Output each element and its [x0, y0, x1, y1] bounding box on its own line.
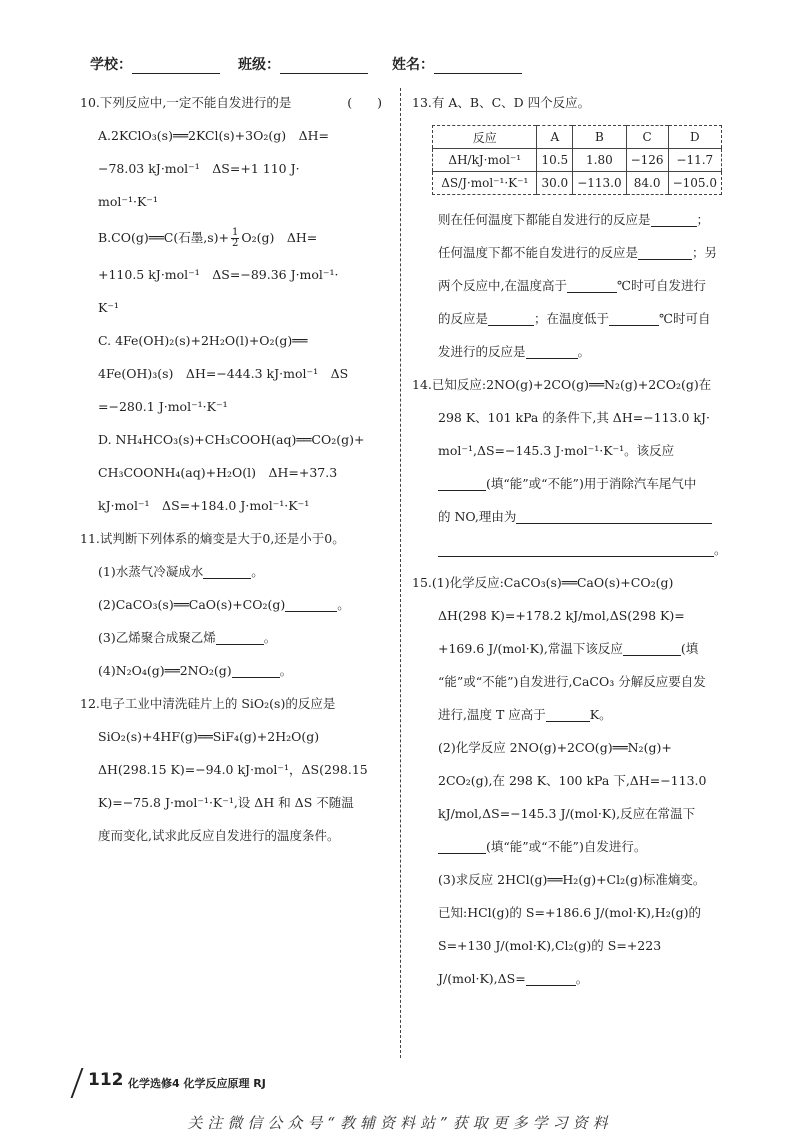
q14-line: (填“能”或“不能”)用于消除汽车尾气中 — [412, 467, 722, 500]
q15-line: 已知:HCl(g)的 S=+186.6 J/(mol·K),H₂(g)的 — [438, 905, 701, 920]
answer-blank[interactable] — [488, 311, 534, 326]
name-label: 姓名： — [392, 57, 434, 73]
q14-line: 298 K、101 kPa 的条件下,其 ΔH=−113.0 kJ· — [438, 410, 710, 425]
answer-blank[interactable] — [285, 597, 337, 612]
q10-answer-paren: ( ) — [347, 95, 382, 110]
q12-line: K)=−75.8 J·mol⁻¹·K⁻¹,设 ΔH 和 ΔS 不随温 — [98, 795, 354, 810]
question-15 — [412, 566, 722, 995]
school-field — [90, 54, 220, 74]
q13-line: 的反应是 ；在温度低于 ℃时可自 — [438, 311, 711, 326]
q15-line: “能”或“不能”)自发进行,CaCO₃ 分解反应要自发 — [438, 674, 706, 689]
q12-line: 度而变化,试求此反应自发进行的温度条件。 — [98, 828, 340, 843]
q15-line: +169.6 J/(mol·K),常温下该反应 (填 — [438, 641, 699, 656]
q10-option-c: C. 4Fe(OH)₂(s)+2H₂O(l)+O₂(g)══ — [98, 333, 308, 348]
table-cell: ΔH/kJ·mol⁻¹ — [433, 149, 537, 172]
fraction: $\frac{1}{2}$ — [231, 227, 239, 249]
answer-blank[interactable] — [638, 245, 692, 260]
table-header-cell: C — [626, 126, 668, 149]
column-divider — [400, 88, 401, 1058]
q14-line: 。 — [412, 533, 722, 566]
class-label: 班级： — [238, 57, 280, 73]
table-cell: −113.0 — [573, 172, 626, 195]
q11-title: 11.试判断下列体系的熵变是大于0,还是小于0。 — [80, 531, 345, 546]
q15-line: 2CO₂(g),在 298 K、100 kPa 下,ΔH=−113.0 — [438, 773, 707, 788]
answer-blank[interactable] — [623, 641, 681, 656]
class-blank — [280, 59, 368, 74]
q11-item: (1)水蒸气冷凝成水 。 — [98, 564, 264, 579]
answer-blank[interactable] — [546, 707, 590, 722]
table-cell: −126 — [626, 149, 668, 172]
answer-blank[interactable] — [609, 311, 659, 326]
q10-option-b: B.CO(g)══C(石墨,s)+ $\frac{1}{2}$ O₂(g) ΔH= — [98, 227, 318, 249]
table-cell: 1.80 — [573, 149, 626, 172]
q15-line: S=+130 J/(mol·K),Cl₂(g)的 S=+223 — [438, 938, 662, 953]
answer-blank[interactable] — [567, 278, 617, 293]
q12-line: ΔH(298.15 K)=−94.0 kJ·mol⁻¹，ΔS(298.15 — [98, 762, 368, 777]
table-row — [433, 149, 722, 172]
q10-option-d-cont: CH₃COONH₄(aq)+H₂O(l) ΔH=+37.3 — [98, 465, 338, 480]
right-column — [412, 86, 727, 995]
table-cell: 10.5 — [537, 149, 573, 172]
question-12 — [80, 687, 388, 852]
q14-line: 的 NO,理由为 — [412, 500, 722, 533]
q15-line: J/(mol·K),ΔS= 。 — [438, 971, 589, 986]
answer-blank[interactable] — [438, 839, 486, 854]
q12-line: SiO₂(s)+4HF(g)══SiF₄(g)+2H₂O(g) — [98, 729, 320, 744]
q13-line: 则在任何温度下都能自发进行的反应是 ； — [438, 212, 710, 227]
q10-option-b-cont: K⁻¹ — [98, 300, 119, 315]
q15-line: (2)化学反应 2NO(g)+2CO(g)══N₂(g)+ — [438, 740, 672, 755]
answer-blank[interactable] — [438, 542, 714, 557]
table-header-cell: D — [668, 126, 721, 149]
table-cell: 30.0 — [537, 172, 573, 195]
q12-line: 12.电子工业中清洗硅片上的 SiO₂(s)的反应是 — [80, 696, 336, 711]
left-column — [80, 86, 388, 852]
table-header-row — [433, 126, 722, 149]
table-header-cell: 反应 — [433, 126, 537, 149]
q10-option-d-cont: kJ·mol⁻¹ ΔS=+184.0 J·mol⁻¹·K⁻¹ — [98, 498, 310, 513]
answer-blank[interactable] — [526, 971, 576, 986]
q15-line: 进行,温度 T 应高于 K。 — [438, 707, 612, 722]
answer-blank[interactable] — [651, 212, 697, 227]
question-10 — [80, 86, 388, 522]
answer-blank[interactable] — [203, 564, 251, 579]
table-row — [433, 172, 722, 195]
q14-line: 14.已知反应:2NO(g)+2CO(g)══N₂(g)+2CO₂(g)在 — [412, 377, 712, 392]
table-cell: −105.0 — [668, 172, 721, 195]
question-13 — [412, 86, 722, 368]
table-cell: ΔS/J·mol⁻¹·K⁻¹ — [433, 172, 537, 195]
q11-item: (4)N₂O₄(g)══2NO₂(g) 。 — [98, 663, 293, 678]
q10-option-c-cont: 4Fe(OH)₃(s) ΔH=−444.3 kJ·mol⁻¹ ΔS — [98, 366, 349, 381]
answer-blank[interactable] — [526, 344, 578, 359]
question-11 — [80, 522, 388, 687]
q10-option-a: A.2KClO₃(s)══2KCl(s)+3O₂(g) ΔH= — [98, 128, 330, 143]
q15-line: (填“能”或“不能”)自发进行。 — [412, 830, 722, 863]
footer-slash — [71, 1068, 84, 1098]
q10-option-d: D. NH₄HCO₃(s)+CH₃COOH(aq)══CO₂(g)+ — [98, 432, 365, 447]
q10-option-b-cont: +110.5 kJ·mol⁻¹ ΔS=−89.36 J·mol⁻¹· — [98, 267, 339, 282]
book-title: 化学选修4 化学反应原理 RJ — [128, 1077, 266, 1090]
q13-line: 发进行的反应是 。 — [438, 344, 591, 359]
q13-data-table — [432, 125, 722, 195]
table-header-cell: B — [573, 126, 626, 149]
name-blank — [434, 59, 522, 74]
class-field — [238, 54, 368, 74]
table-cell: 84.0 — [626, 172, 668, 195]
q10-title: 10.下列反应中,一定不能自发进行的是 ( ) — [80, 86, 388, 119]
q10-option-c-cont: =−280.1 J·mol⁻¹·K⁻¹ — [98, 399, 228, 414]
q11-item: (2)CaCO₃(s)══CaO(s)+CO₂(g) 。 — [98, 597, 350, 612]
q13-title: 13.有 A、B、C、D 四个反应。 — [412, 95, 591, 110]
promo-note: 关注微信公众号“教辅资料站”获取更多学习资料 — [187, 1114, 613, 1132]
q13-line: 任何温度下都不能自发进行的反应是 ；另 — [438, 245, 718, 260]
answer-blank[interactable] — [516, 509, 712, 524]
q11-item: (3)乙烯聚合成聚乙烯 。 — [98, 630, 277, 645]
name-field — [392, 54, 522, 74]
q10-option-a-cont: mol⁻¹·K⁻¹ — [98, 194, 158, 209]
page-number: 112 — [88, 1070, 124, 1090]
table-header-cell: A — [537, 126, 573, 149]
q15-line: ΔH(298 K)=+178.2 kJ/mol,ΔS(298 K)= — [438, 608, 685, 623]
q15-line: kJ/mol,ΔS=−145.3 J/(mol·K),反应在常温下 — [438, 806, 696, 821]
question-14 — [412, 368, 727, 566]
answer-blank[interactable] — [232, 663, 280, 678]
school-label: 学校： — [90, 57, 132, 73]
q13-line: 两个反应中,在温度高于 ℃时可自发进行 — [438, 278, 706, 293]
q14-line: mol⁻¹,ΔS=−145.3 J·mol⁻¹·K⁻¹。该反应 — [438, 443, 675, 458]
q15-line: 15.(1)化学反应:CaCO₃(s)══CaO(s)+CO₂(g) — [412, 575, 674, 590]
table-cell: −11.7 — [668, 149, 721, 172]
answer-blank[interactable] — [216, 630, 264, 645]
q10-option-a-cont: −78.03 kJ·mol⁻¹ ΔS=+1 110 J· — [98, 161, 300, 176]
answer-blank[interactable] — [438, 476, 486, 491]
q15-line: (3)求反应 2HCl(g)══H₂(g)+Cl₂(g)标准熵变。 — [438, 872, 706, 887]
school-blank — [132, 59, 220, 74]
